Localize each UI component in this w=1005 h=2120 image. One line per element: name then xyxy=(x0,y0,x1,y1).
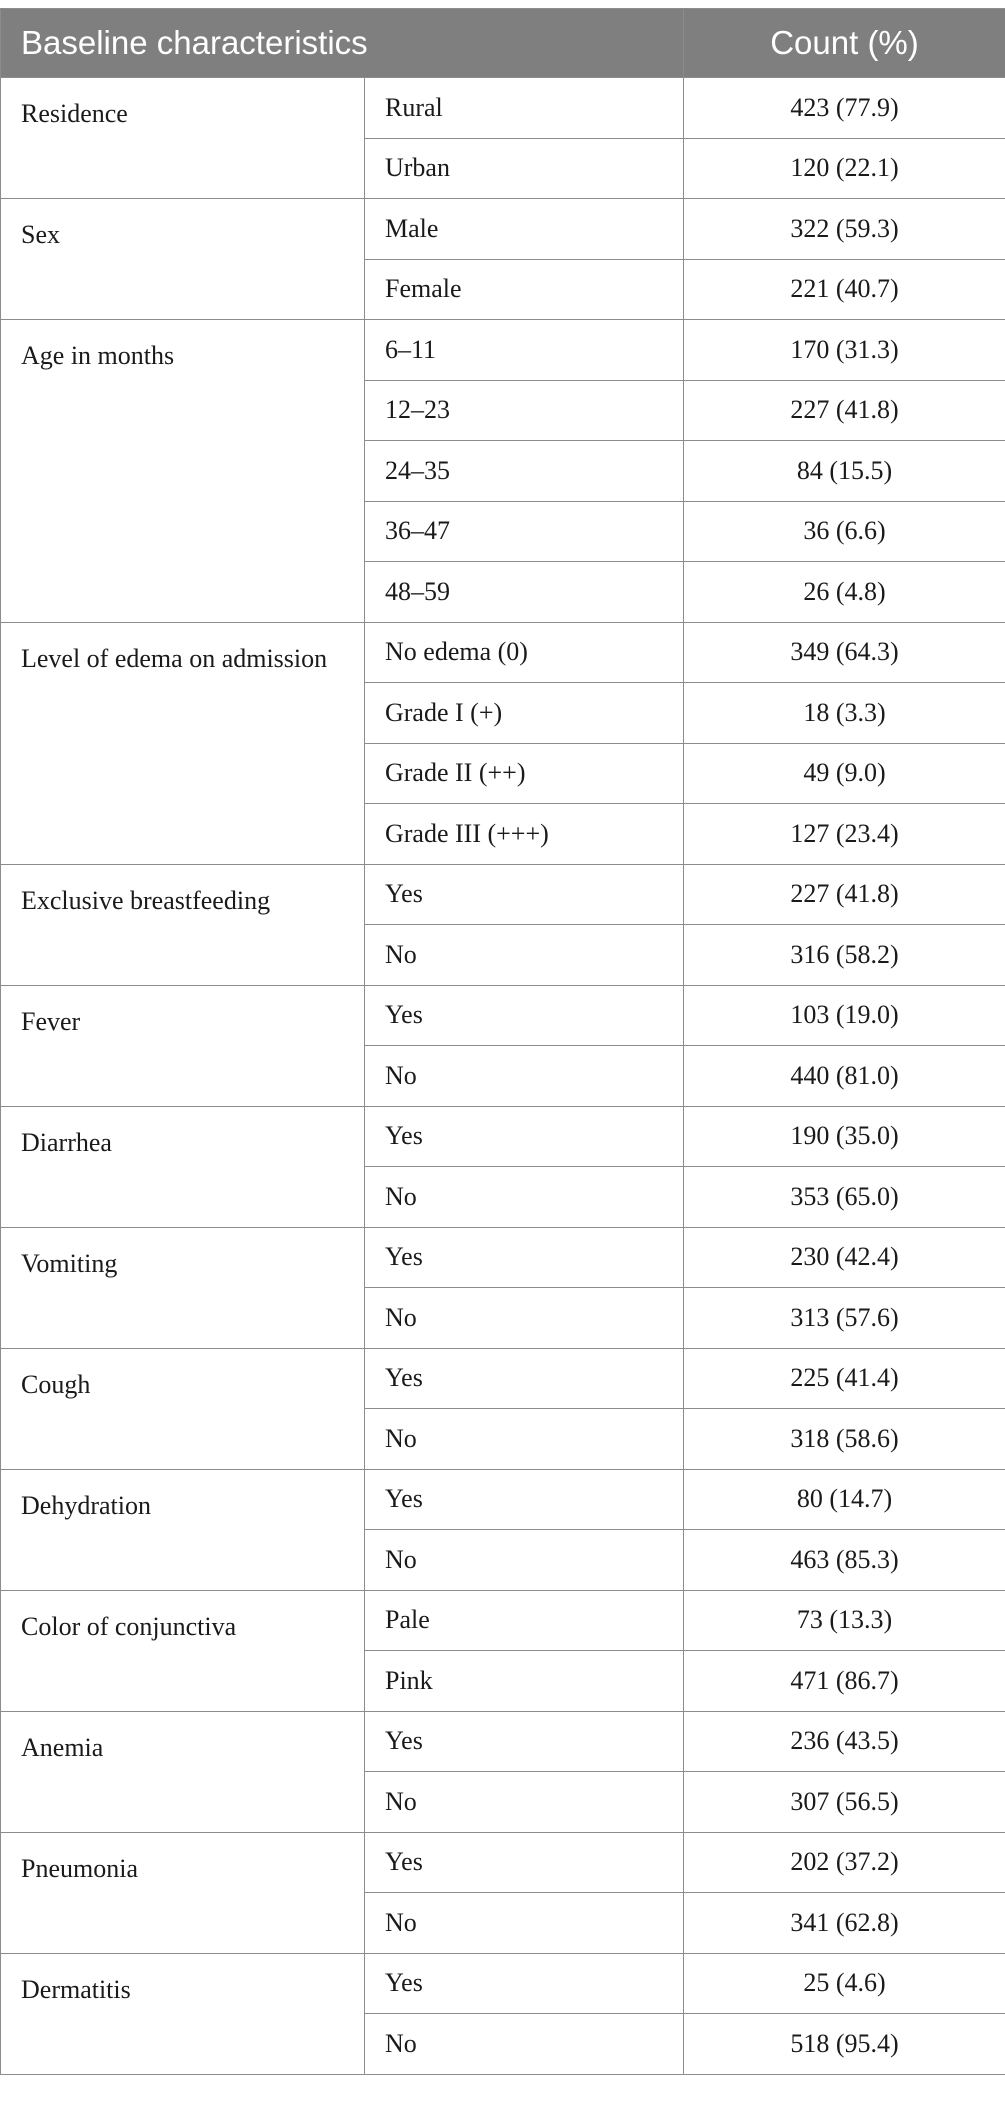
baseline-characteristics-table xyxy=(0,8,1005,2075)
level-cell: No xyxy=(365,1288,684,1349)
table-header-row xyxy=(1,9,1005,78)
characteristic-name: Age in months xyxy=(21,341,175,370)
count-cell: 230 (42.4) xyxy=(684,1227,1005,1288)
count-cell: 103 (19.0) xyxy=(684,985,1005,1046)
level-cell: Rural xyxy=(365,78,684,139)
level-cell: Male xyxy=(365,199,684,260)
level-cell: Yes xyxy=(365,1953,684,2014)
level-cell: Urban xyxy=(365,138,684,199)
table-row xyxy=(1,1832,1005,1893)
level-cell: No xyxy=(365,1772,684,1833)
count-cell: 471 (86.7) xyxy=(684,1651,1005,1712)
level-cell: Yes xyxy=(365,1832,684,1893)
level-cell: Yes xyxy=(365,1348,684,1409)
table-row xyxy=(1,1227,1005,1288)
level-cell: Yes xyxy=(365,985,684,1046)
characteristic-cell xyxy=(1,320,365,623)
count-cell: 84 (15.5) xyxy=(684,441,1005,502)
count-cell: 127 (23.4) xyxy=(684,804,1005,865)
table-row xyxy=(1,1348,1005,1409)
level-cell: Grade III (+++) xyxy=(365,804,684,865)
count-cell: 307 (56.5) xyxy=(684,1772,1005,1833)
level-cell: Yes xyxy=(365,1469,684,1530)
characteristic-cell xyxy=(1,1711,365,1832)
table-row xyxy=(1,985,1005,1046)
characteristic-name: Dehydration xyxy=(21,1490,151,1520)
count-cell: 227 (41.8) xyxy=(684,864,1005,925)
level-cell: No xyxy=(365,2014,684,2075)
characteristic-name: Level of edema on admission xyxy=(21,643,328,673)
count-cell: 316 (58.2) xyxy=(684,925,1005,986)
level-cell: Yes xyxy=(365,1711,684,1772)
count-cell: 518 (95.4) xyxy=(684,2014,1005,2075)
characteristic-cell xyxy=(1,864,365,985)
level-cell: Grade II (++) xyxy=(365,743,684,804)
count-cell: 313 (57.6) xyxy=(684,1288,1005,1349)
count-cell: 227 (41.8) xyxy=(684,380,1005,441)
characteristic-cell xyxy=(1,622,365,864)
level-cell: No xyxy=(365,1046,684,1107)
level-cell: No xyxy=(365,1409,684,1470)
characteristic-cell xyxy=(1,1348,365,1469)
count-cell: 26 (4.8) xyxy=(684,562,1005,623)
level-cell: 36–47 xyxy=(365,501,684,562)
characteristic-name: Sex xyxy=(21,220,60,249)
characteristic-name: Residence xyxy=(21,99,128,128)
level-cell: 12–23 xyxy=(365,380,684,441)
count-cell: 221 (40.7) xyxy=(684,259,1005,320)
level-cell: No xyxy=(365,1530,684,1591)
count-cell: 322 (59.3) xyxy=(684,199,1005,260)
table-row xyxy=(1,199,1005,260)
characteristic-name: Vomiting xyxy=(21,1248,118,1278)
count-cell: 349 (64.3) xyxy=(684,622,1005,683)
count-cell: 202 (37.2) xyxy=(684,1832,1005,1893)
table-row xyxy=(1,1469,1005,1530)
count-cell: 236 (43.5) xyxy=(684,1711,1005,1772)
header-characteristics: Baseline characteristics xyxy=(1,9,684,78)
level-cell: No xyxy=(365,1893,684,1954)
table-row xyxy=(1,1711,1005,1772)
table-row xyxy=(1,320,1005,381)
level-cell: 6–11 xyxy=(365,320,684,381)
table-body xyxy=(1,78,1005,2075)
count-cell: 341 (62.8) xyxy=(684,1893,1005,1954)
characteristic-name: Color of conjunctiva xyxy=(21,1611,237,1641)
characteristic-cell xyxy=(1,1469,365,1590)
count-cell: 440 (81.0) xyxy=(684,1046,1005,1107)
count-cell: 36 (6.6) xyxy=(684,501,1005,562)
header-count: Count (%) xyxy=(684,9,1005,78)
count-cell: 190 (35.0) xyxy=(684,1106,1005,1167)
table-row xyxy=(1,622,1005,683)
level-cell: 24–35 xyxy=(365,441,684,502)
level-cell: Pale xyxy=(365,1590,684,1651)
characteristic-name: Anemia xyxy=(21,1732,104,1762)
count-cell: 18 (3.3) xyxy=(684,683,1005,744)
count-cell: 463 (85.3) xyxy=(684,1530,1005,1591)
level-cell: Yes xyxy=(365,1106,684,1167)
level-cell: No edema (0) xyxy=(365,622,684,683)
level-cell: Yes xyxy=(365,1227,684,1288)
level-cell: 48–59 xyxy=(365,562,684,623)
count-cell: 25 (4.6) xyxy=(684,1953,1005,2014)
count-cell: 318 (58.6) xyxy=(684,1409,1005,1470)
count-cell: 49 (9.0) xyxy=(684,743,1005,804)
characteristic-name: Diarrhea xyxy=(21,1127,112,1157)
characteristic-cell xyxy=(1,1590,365,1711)
characteristic-name: Exclusive breastfeeding xyxy=(21,885,271,915)
characteristic-cell xyxy=(1,1227,365,1348)
level-cell: Yes xyxy=(365,864,684,925)
characteristic-cell xyxy=(1,1832,365,1953)
count-cell: 353 (65.0) xyxy=(684,1167,1005,1228)
baseline-characteristics-table-container xyxy=(0,8,1005,2075)
level-cell: Pink xyxy=(365,1651,684,1712)
count-cell: 120 (22.1) xyxy=(684,138,1005,199)
count-cell: 73 (13.3) xyxy=(684,1590,1005,1651)
characteristic-cell xyxy=(1,78,365,199)
count-cell: 80 (14.7) xyxy=(684,1469,1005,1530)
table-row xyxy=(1,1953,1005,2014)
characteristic-name: Fever xyxy=(21,1006,81,1036)
level-cell: No xyxy=(365,1167,684,1228)
count-cell: 225 (41.4) xyxy=(684,1348,1005,1409)
characteristic-cell xyxy=(1,1106,365,1227)
characteristic-cell xyxy=(1,1953,365,2074)
characteristic-cell xyxy=(1,985,365,1106)
level-cell: Grade I (+) xyxy=(365,683,684,744)
table-row xyxy=(1,1106,1005,1167)
table-row xyxy=(1,78,1005,139)
table-row xyxy=(1,864,1005,925)
characteristic-name: Dermatitis xyxy=(21,1974,131,2004)
table-row xyxy=(1,1590,1005,1651)
level-cell: No xyxy=(365,925,684,986)
count-cell: 423 (77.9) xyxy=(684,78,1005,139)
level-cell: Female xyxy=(365,259,684,320)
count-cell: 170 (31.3) xyxy=(684,320,1005,381)
characteristic-name: Pneumonia xyxy=(21,1853,138,1883)
characteristic-cell xyxy=(1,199,365,320)
characteristic-name: Cough xyxy=(21,1369,91,1399)
